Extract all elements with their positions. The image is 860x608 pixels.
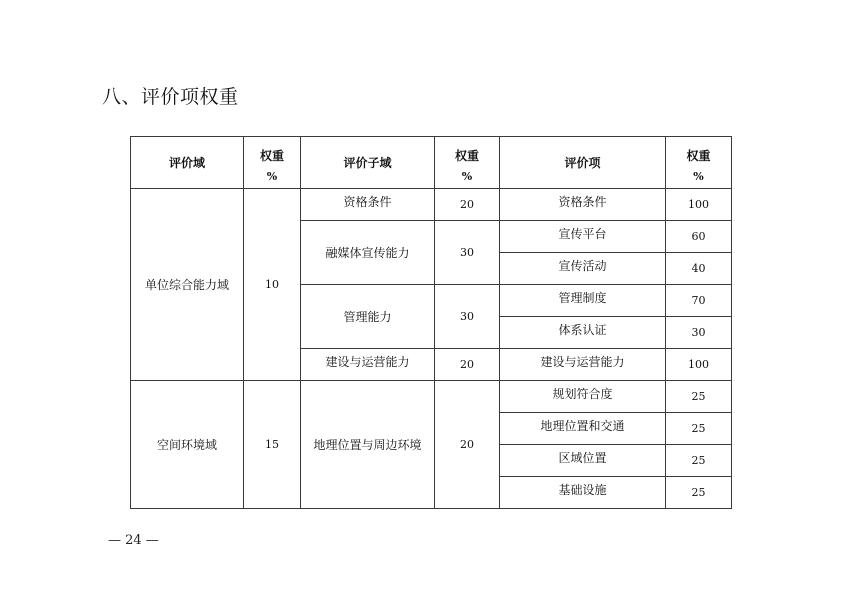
- table-row: [131, 189, 732, 221]
- header-weight-label: 权重: [454, 148, 479, 163]
- domain-weight: 15: [244, 381, 301, 509]
- item-weight: 60: [666, 221, 732, 253]
- header-subdomain-weight: [435, 137, 500, 189]
- evaluation-weight-table: [130, 136, 732, 509]
- header-weight-unit: %: [266, 169, 278, 183]
- header-weight-label: 权重: [686, 148, 711, 163]
- item-weight: 70: [666, 285, 732, 317]
- subdomain-name: 管理能力: [301, 285, 435, 349]
- table-row: [131, 381, 732, 413]
- item-name: 规划符合度: [500, 381, 666, 413]
- item-weight: 30: [666, 317, 732, 349]
- item-name: 资格条件: [500, 189, 666, 221]
- item-name: 宣传活动: [500, 253, 666, 285]
- header-item: 评价项: [500, 137, 666, 189]
- item-weight: 25: [666, 381, 732, 413]
- item-name: 体系认证: [500, 317, 666, 349]
- page-number: — 24 —: [108, 533, 159, 548]
- item-weight: 40: [666, 253, 732, 285]
- item-name: 区域位置: [500, 445, 666, 477]
- domain-weight: 10: [244, 189, 301, 381]
- item-weight: 25: [666, 445, 732, 477]
- header-domain-weight: [244, 137, 301, 189]
- header-item-weight: [666, 137, 732, 189]
- subdomain-name: 地理位置与周边环境: [301, 381, 435, 509]
- header-weight-unit: %: [461, 169, 473, 183]
- subdomain-weight: 20: [435, 381, 500, 509]
- domain-name: 空间环境域: [131, 381, 244, 509]
- item-weight: 100: [666, 189, 732, 221]
- item-name: 宣传平台: [500, 221, 666, 253]
- table-header-row: [131, 137, 732, 189]
- subdomain-weight: 30: [435, 285, 500, 349]
- header-subdomain: 评价子域: [301, 137, 435, 189]
- item-name: 管理制度: [500, 285, 666, 317]
- subdomain-weight: 30: [435, 221, 500, 285]
- item-name: 建设与运营能力: [500, 349, 666, 381]
- item-name: 基础设施: [500, 477, 666, 509]
- subdomain-weight: 20: [435, 189, 500, 221]
- section-heading: 八、评价项权重: [102, 86, 239, 108]
- item-weight: 25: [666, 477, 732, 509]
- item-weight: 25: [666, 413, 732, 445]
- item-weight: 100: [666, 349, 732, 381]
- header-domain: 评价域: [131, 137, 244, 189]
- domain-name: 单位综合能力域: [131, 189, 244, 381]
- item-name: 地理位置和交通: [500, 413, 666, 445]
- header-weight-label: 权重: [259, 148, 284, 163]
- subdomain-name: 融媒体宣传能力: [301, 221, 435, 285]
- subdomain-name: 建设与运营能力: [301, 349, 435, 381]
- header-weight-unit: %: [693, 169, 704, 183]
- subdomain-name: 资格条件: [301, 189, 435, 221]
- subdomain-weight: 20: [435, 349, 500, 381]
